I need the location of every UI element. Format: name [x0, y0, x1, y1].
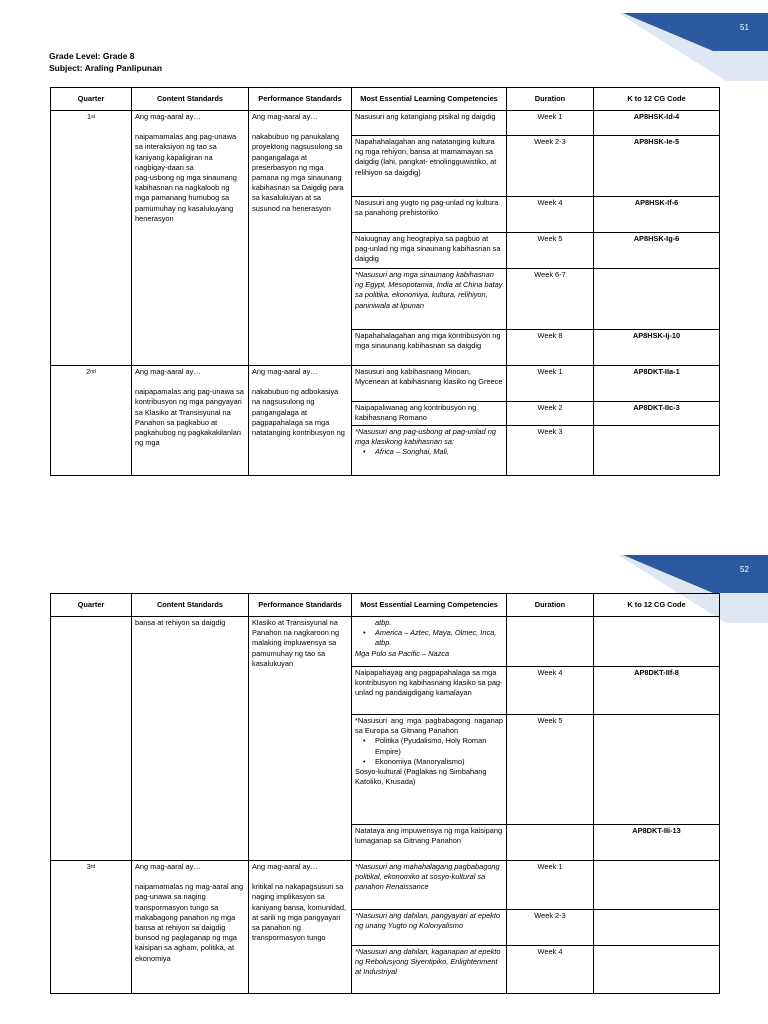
cg-code-cell [594, 269, 720, 330]
cg-code-cell: AP8HSK-Ij-10 [594, 330, 720, 366]
list-item: • Africa – Songhai, Mali, [355, 447, 503, 457]
duration-cell: Week 4 [507, 197, 594, 233]
cg-code-cell: AP8DKT-IIa-1 [594, 366, 720, 402]
cg-code-cell: AP8DKT-IIf-8 [594, 667, 720, 715]
duration-cell: Week 6-7 [507, 269, 594, 330]
table-row [51, 861, 720, 910]
duration-cell: Week 2-3 [507, 136, 594, 197]
performance-standard-cell: Ang mag-aaral ay… nakabubuo ng panukalang proyektong nagsusulong sa pangangalaga at preserbasyon ng mga pamana ng mga sinaunang kabihasnan sa Daigdig para sa kasalukuyan at sa susunod na henerasyon [249, 111, 352, 366]
subject: Subject: Araling Panlipunan [49, 63, 163, 73]
melc-cell: *Nasusuri ang mahahalagang pagbabagong politikal, ekonomiko at sosyo-kultural sa panahon Renaissance [352, 861, 507, 910]
quarter-cell: 3rd [51, 861, 132, 994]
column-header: Duration [507, 594, 594, 617]
cg-code-cell [594, 715, 720, 825]
duration-cell: Week 5 [507, 715, 594, 825]
melc-cell: Nasusuri ang yugto ng pag-unlad ng kultura sa panahong prehistoriko [352, 197, 507, 233]
melc-cell: atbp. • America – Aztec, Maya, Olmec, Inca, atbp. Mga Pulo sa Pacific – Nazca [352, 617, 507, 667]
cg-code-cell [594, 426, 720, 476]
table-header-row [51, 88, 720, 111]
duration-cell: Week 1 [507, 111, 594, 136]
curriculum-table-page-1 [50, 87, 720, 476]
duration-cell: Week 2-3 [507, 910, 594, 946]
column-header: Quarter [51, 88, 132, 111]
cg-code-cell: AP8HSK-Ie-5 [594, 136, 720, 197]
cg-code-cell [594, 946, 720, 994]
content-standard-cell: Ang mag-aaral ay… naipamamalas ng mag-aaral ang pag-unawa sa naging transpormasyon tungo sa makabagong panahon ng mga bansa at rehiyon sa daigdig bunsod ng paglaganap ng mga kaisipan sa agham, politika, at ekonomiya [132, 861, 249, 994]
melc-cell: Napahahalagahan ang natatanging kultura ng mga rehiyon, bansa at mamamayan sa daigdig (lahi, pangkat- etnolingguwistiko, at relihiyon sa daigdig) [352, 136, 507, 197]
table-row [51, 617, 720, 667]
melc-cell: *Nasusuri ang dahilan, pangyayari at epekto ng unang Yugto ng Kolonyalismo [352, 910, 507, 946]
list-item: • Ekonomiya (Manoryalismo) [355, 757, 503, 767]
table-row [51, 366, 720, 402]
melc-cell: Nasusuri ang katangiang pisikal ng daigdig [352, 111, 507, 136]
page-number: 52 [740, 565, 749, 574]
quarter-cell: 2nd [51, 366, 132, 476]
list-item: • America – Aztec, Maya, Olmec, Inca, atbp. [355, 628, 503, 648]
duration-cell: Week 8 [507, 330, 594, 366]
column-header: Performance Standards [249, 594, 352, 617]
duration-cell [507, 617, 594, 667]
cg-code-cell: AP8HSK-Ig-6 [594, 233, 720, 269]
page-corner-decoration [618, 13, 768, 83]
list-item: • Politika (Pyudalismo, Holy Roman Empire) [355, 736, 503, 756]
column-header: K to 12 CG Code [594, 88, 720, 111]
column-header: Quarter [51, 594, 132, 617]
content-standard-cell: bansa at rehiyon sa daigdig [132, 617, 249, 861]
cg-code-cell: AP8DKT-IIi-13 [594, 825, 720, 861]
performance-standard-cell: Ang mag-aaral ay… kritikal na nakapagsusuri sa naging implikasyon sa kaniyang bansa, komunidad, at sarili ng mga pangyayari sa panahon ng transpormasyon tungo [249, 861, 352, 994]
cg-code-cell: AP8DKT-IIc-3 [594, 402, 720, 426]
duration-cell [507, 825, 594, 861]
document-header [49, 50, 162, 74]
melc-cell: *Nasusuri ang mga pagbabagong naganap sa Europa sa Gitnang Panahon • Politika (Pyudalismo, Holy Roman Empire) • Ekonomiya (Manoryalismo) Sosyo-kultural (Paglakas ng Simbahang Katoliko, Krusada) [352, 715, 507, 825]
column-header: Performance Standards [249, 88, 352, 111]
melc-cell: Napahahalagahan ang mga kontribusyon ng mga sinaunang kabihasnan sa daigdig [352, 330, 507, 366]
duration-cell: Week 1 [507, 861, 594, 910]
table-row [51, 111, 720, 136]
performance-standard-cell: Ang mag-aaral ay… nakabubuo ng adbokasiya na nagsusulong ng pangangalaga at pagpapahalaga sa mga natatanging kontribusyon ng [249, 366, 352, 476]
quarter-cell: 1st [51, 111, 132, 366]
duration-cell: Week 2 [507, 402, 594, 426]
grade-level: Grade Level: Grade 8 [49, 51, 135, 61]
duration-cell: Week 4 [507, 946, 594, 994]
cg-code-cell: AP8HSK-If-6 [594, 197, 720, 233]
content-standard-cell: Ang mag-aaral ay… naipamamalas ang pag-unawa sa interaksiyon ng tao sa kaniyang kapaligiran na nagbigay-daan sa pag-usbong ng mga sinaunang kabihasnan na nagkaloob ng mga pamanang humubog sa pamumuhay ng kasalukuyang henerasyon [132, 111, 249, 366]
curriculum-table-page-2 [50, 593, 720, 994]
page-number: 51 [740, 23, 749, 32]
quarter-cell [51, 617, 132, 861]
cg-code-cell [594, 910, 720, 946]
duration-cell: Week 5 [507, 233, 594, 269]
duration-cell: Week 4 [507, 667, 594, 715]
column-header: K to 12 CG Code [594, 594, 720, 617]
melc-cell: *Nasusuri ang pag-usbong at pag-unlad ng mga klasikong kabihasnan sa: • Africa – Songhai, Mali, [352, 426, 507, 476]
column-header: Content Standards [132, 88, 249, 111]
cg-code-cell: AP8HSK-Id-4 [594, 111, 720, 136]
column-header: Most Essential Learning Competencies [352, 594, 507, 617]
content-standard-cell: Ang mag-aaral ay… naipapamalas ang pag-unawa sa kontribusyon ng mga pangyayari sa Klasiko at Transisyunal na Panahon sa pagkabuo at pagkahubog ng pagkakakilanlan ng mga [132, 366, 249, 476]
performance-standard-cell: Klasiko at Transisyunal na Panahon na nagkaroon ng malaking impluwensya sa pamumuhay ng tao sa kasalukuyan [249, 617, 352, 861]
melc-cell: *Nasusuri ang mga sinaunang kabihasnan ng Egypt, Mesopotamia, India at China batay sa politika, ekonomiya, kultura, relihiyon, paniniwala at lipunan [352, 269, 507, 330]
column-header: Content Standards [132, 594, 249, 617]
table-header-row [51, 594, 720, 617]
melc-cell: Naipapaliwanag ang kontribusyon ng kabihasnang Romano [352, 402, 507, 426]
melc-cell: Naiuugnay ang heograpiya sa pagbuo at pag-unlad ng mga sinaunang kabihasnan sa daigdig [352, 233, 507, 269]
cg-code-cell [594, 861, 720, 910]
cg-code-cell [594, 617, 720, 667]
melc-cell: Naipapahayag ang pagpapahalaga sa mga kontribusyon ng kabihasnang klasiko sa pag-unlad ng pandaigdigang kamalayan [352, 667, 507, 715]
melc-cell: Natataya ang impuwensya ng mga kaisipang lumaganap sa Gitnang Panahon [352, 825, 507, 861]
melc-cell: *Nasusuri ang dahilan, kaganapan at epekto ng Rebolusyong Siyentipiko, Enlightenment at Industriyal [352, 946, 507, 994]
column-header: Most Essential Learning Competencies [352, 88, 507, 111]
melc-cell: Nasusuri ang kabihasnang Minoan, Mycenean at kabihasnang klasiko ng Greece [352, 366, 507, 402]
duration-cell: Week 3 [507, 426, 594, 476]
column-header: Duration [507, 88, 594, 111]
duration-cell: Week 1 [507, 366, 594, 402]
